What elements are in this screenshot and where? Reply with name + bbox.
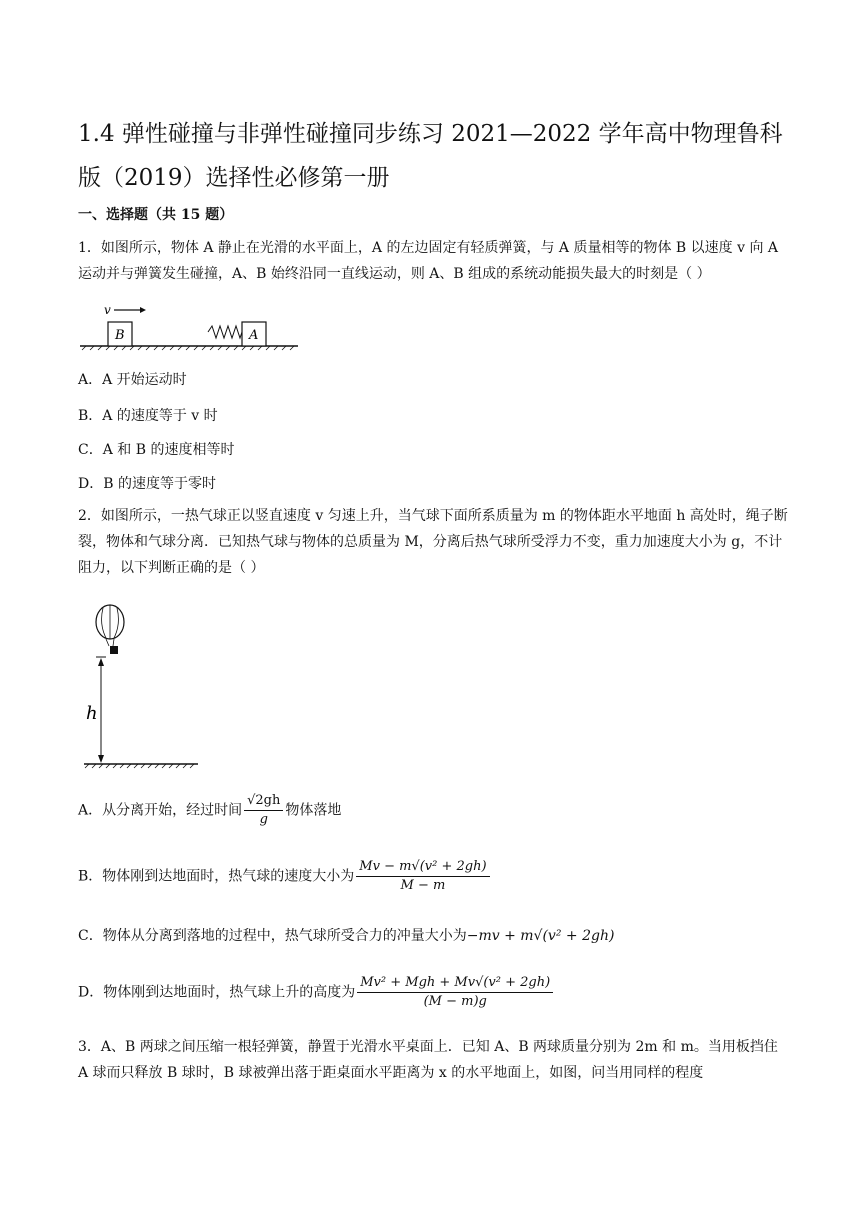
option-d-numerator: Mv² + Mgh + Mv√(v² + 2gh)	[357, 974, 553, 993]
velocity-arrowhead	[140, 307, 146, 313]
question-1-figure	[78, 302, 302, 354]
question-2-option-c[interactable]	[78, 926, 614, 946]
option-b-fraction	[356, 858, 489, 895]
option-d-denominator: (M − m)g	[423, 994, 487, 1009]
block-a-label: A	[249, 328, 259, 343]
question-1-option-d[interactable]: D．B 的速度等于零时	[78, 476, 216, 492]
question-1-option-a[interactable]: A．A 开始运动时	[78, 372, 187, 388]
velocity-label: v	[104, 303, 111, 317]
question-3-stem: 3．A、B 两球之间压缩一根轻弹簧，静置于光滑水平桌面上．已知 A、B 两球质量分别为 2m 和 m。当用板挡住 A 球而只释放 B 球时，B 球被弹出落于距桌面水平距离为 x 的水平地面上，如图，问当用同样的程度	[78, 1039, 778, 1081]
option-a-fraction	[244, 792, 283, 829]
height-label: h	[86, 703, 98, 724]
option-c-expression: −mv + m√(v² + 2gh)	[466, 928, 615, 944]
option-d-text: D．物体刚到达地面时，热气球上升的高度为	[78, 984, 356, 1001]
question-2-option-a[interactable]	[78, 792, 341, 829]
question-1-stem: 1．如图所示，物体 A 静止在光滑的水平面上，A 的左边固定有轻质弹簧，与 A 质量相等的物体 B 以速度 v 向 A 运动并与弹簧发生碰撞，A、B 始终沿同一直线运动，则 A、B 组成的系统动能损失最大的时刻是（ ）	[78, 240, 779, 282]
option-b-numerator: Mv − m√(v² + 2gh)	[356, 858, 489, 877]
question-1-option-b[interactable]: B．A 的速度等于 v 时	[78, 408, 218, 424]
question-2-option-d[interactable]	[78, 974, 555, 1011]
option-a-denominator: g	[259, 812, 268, 827]
question-2-figure	[82, 604, 208, 774]
option-a-text: A．从分离开始，经过时间	[78, 802, 243, 819]
option-b-text: B．物体刚到达地面时，热气球的速度大小为	[78, 868, 355, 885]
option-b-denominator: M − m	[400, 878, 446, 893]
question-1-option-c[interactable]: C．A 和 B 的速度相等时	[78, 442, 235, 458]
block-b-label: B	[115, 328, 125, 343]
payload-box	[110, 646, 118, 654]
spring	[208, 326, 242, 338]
option-c-text: C．物体从分离到落地的过程中，热气球所受合力的冲量大小为	[78, 928, 467, 944]
option-d-fraction	[357, 974, 553, 1011]
document-title: 1.4 弹性碰撞与非弹性碰撞同步练习 2021—2022 学年高中物理鲁科版（2019）选择性必修第一册	[78, 121, 783, 191]
question-2-option-b[interactable]	[78, 858, 492, 895]
question-2-stem: 2．如图所示，一热气球正以竖直速度 v 匀速上升，当气球下面所系质量为 m 的物体距水平地面 h 高处时，绳子断裂，物体和气球分离．已知热气球与物体的总质量为 M，分离后热气球所受浮力不变，重力加速度大小为 g，不计阻力，以下判断正确的是（ ）	[78, 508, 788, 576]
section-heading: 一、选择题（共 15 题）	[78, 207, 234, 223]
option-a-suffix: 物体落地	[285, 802, 342, 819]
option-a-numerator: √2gh	[244, 792, 283, 811]
